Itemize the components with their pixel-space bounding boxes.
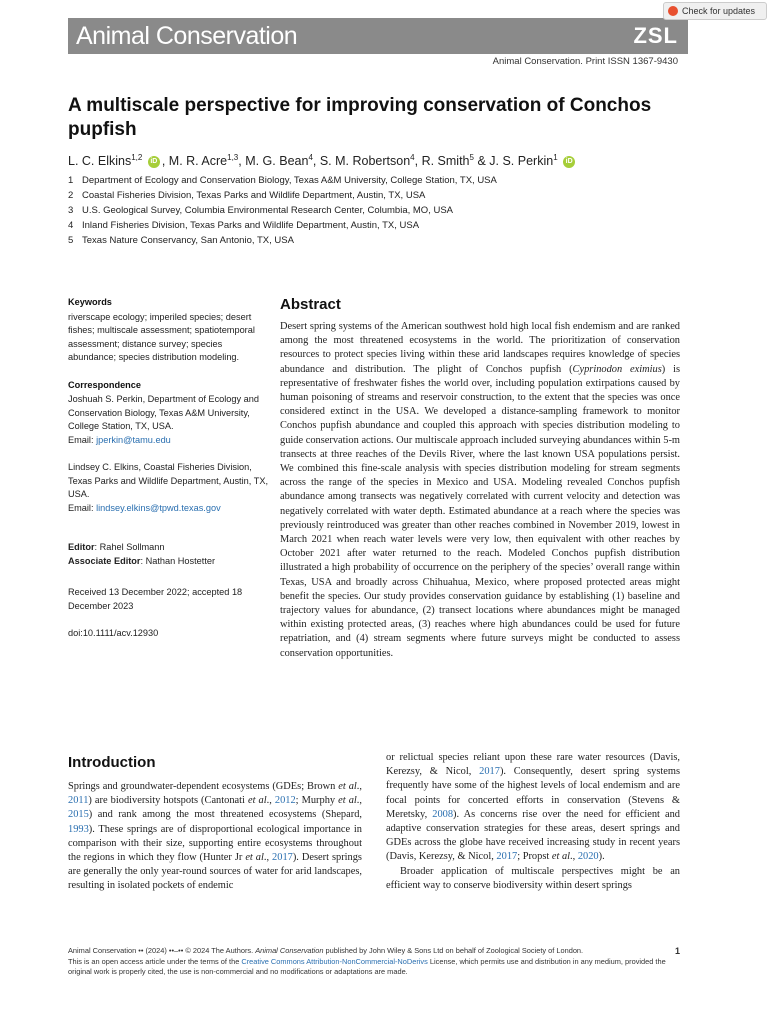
affiliation-list bbox=[68, 173, 497, 248]
update-badge-icon bbox=[668, 6, 678, 16]
author-affiliation-sup: 1 bbox=[553, 153, 558, 162]
citation-link[interactable]: 1993 bbox=[68, 823, 89, 835]
footer-text: This is an open access article under the terms of the bbox=[68, 956, 242, 966]
affiliation-number: 4 bbox=[68, 220, 74, 231]
abstract-body bbox=[280, 320, 680, 661]
keywords-text: riverscape ecology; imperiled species; desert fishes; multiscale assessment; spatiotemporal assessment; distance survey; species abundance; species distribution modeling. bbox=[68, 311, 255, 362]
citation-link[interactable]: 2011 bbox=[68, 795, 89, 807]
author-affiliation-sup: 5 bbox=[469, 153, 474, 162]
footer-text: License, which permits use and distribution in any medium, provided the original work is properly cited, the use is non-commercial and no modifications or adaptations are made. bbox=[68, 956, 666, 976]
email-label-2: Email: bbox=[68, 502, 94, 513]
author-name: J. S. Perkin bbox=[489, 154, 554, 169]
associate-editor-label: Associate Editor bbox=[68, 555, 141, 566]
introduction-col-left bbox=[68, 780, 362, 894]
intro-text: ) and rank among the most threatened ecosystems (Shepard, bbox=[88, 809, 362, 821]
page-number: 1 bbox=[674, 946, 680, 956]
affiliation-number: 5 bbox=[68, 235, 74, 246]
zsl-logo: ZSL bbox=[633, 23, 678, 48]
author-name: L. C. Elkins bbox=[68, 154, 132, 169]
citation-link[interactable]: 2020 bbox=[577, 851, 599, 863]
et-al: et al bbox=[245, 852, 264, 864]
article-info-sidebar bbox=[68, 296, 268, 655]
citation-link[interactable]: 2017 bbox=[496, 851, 518, 863]
abstract-heading: Abstract bbox=[280, 296, 341, 313]
editor-name: : Rahel Sollmann bbox=[94, 542, 165, 552]
intro-text: ., bbox=[263, 852, 273, 864]
footer-journal: Animal Conservation bbox=[255, 946, 324, 955]
associate-editor-name: : Nathan Hostetter bbox=[140, 555, 216, 566]
affiliation-item bbox=[68, 173, 497, 188]
correspondence-2: Lindsey C. Elkins, Coastal Fisheries Division, Texas Parks and Wildlife Department, Austin, TX, USA. bbox=[68, 462, 268, 499]
author-list bbox=[68, 150, 708, 169]
author-affiliation-sup: 1,2 bbox=[131, 153, 143, 162]
affiliation-text: Inland Fisheries Division, Texas Parks and Wildlife Department, Austin, TX, USA bbox=[82, 220, 420, 231]
keywords-heading: Keywords bbox=[68, 297, 112, 307]
intro-text: ). These springs are of disproportional ecological importance in comparison with their size, supporting entire ecosystems throughout the regions in which they flow (Hunter Jr bbox=[68, 823, 362, 864]
intro-text: ) are biodiversity hotspots (Cantonati bbox=[88, 795, 248, 807]
et-al: et al bbox=[551, 851, 571, 863]
email-link-elkins[interactable]: lindsey.elkins@tpwd.texas.gov bbox=[96, 502, 221, 513]
affiliation-item bbox=[68, 233, 497, 248]
intro-text: or relictual species reliant upon these rare water resources (Davis, Kerezsy, & Nicol, bbox=[386, 752, 680, 778]
print-issn: Animal Conservation. Print ISSN 1367-9430 bbox=[492, 56, 678, 67]
orcid-icon[interactable]: iD bbox=[148, 156, 160, 168]
species-name: Cyprinodon eximius bbox=[572, 363, 662, 375]
intro-paragraph-2: Broader application of multiscale perspectives might be an efficient way to conserve biodiversity within desert springs bbox=[386, 865, 680, 891]
author-separator: , bbox=[161, 154, 169, 169]
affiliation-text: U.S. Geological Survey, Columbia Environmental Research Center, Columbia, MO, USA bbox=[82, 205, 454, 216]
author-name: S. M. Robertson bbox=[319, 154, 411, 169]
abstract-text-1: Desert spring systems of the American southwest hold high local fish endemism and are ranked among the most threatened ecosystems in the world. The prioritization of conservation resources to protect species living within these arid landscapes requires knowledge of species abundance and distribution. The plight of Conchos pupfish ( bbox=[280, 321, 680, 375]
affiliation-item bbox=[68, 203, 497, 218]
author-name: R. Smith bbox=[421, 154, 470, 169]
received-accepted-dates: Received 13 December 2022; accepted 18 December 2023 bbox=[68, 587, 243, 611]
et-al: et al bbox=[247, 795, 267, 807]
citation-link[interactable]: 2017 bbox=[479, 766, 500, 778]
author-separator: & bbox=[473, 154, 490, 169]
intro-text: ). bbox=[598, 851, 605, 863]
intro-text: ., bbox=[356, 795, 362, 807]
citation-link[interactable]: 2008 bbox=[432, 808, 454, 820]
author-affiliation-sup: 4 bbox=[308, 153, 313, 162]
intro-text: ; Propst bbox=[517, 851, 552, 863]
orcid-icon[interactable]: iD bbox=[563, 156, 575, 168]
intro-text: ., bbox=[570, 851, 578, 863]
abstract-text-2: ) is representative of freshwater fishes the world over, including population extirpations caused by human poisoning of streams and reservoir construction, to the extent that the species was once considered extinct in the USA. We developed a distance-sampling framework to monitor Conchos pupfish abundance and coupled this approach with species distribution modeling to guide conservation actions. Our multiscale approach included surveying abundances within 5-m transects at three reaches of the Devils River, where the last known USA populations persist. We combined this fine-scale analysis with species distribution modeling for stream segments across the range of the species in Mexico and USA. Modeling revealed Conchos pupfish abundance among transects was negatively correlated with current velocity and detection was negatively correlated with water depth. Estimated abundance at a reach where the species was previously reintroduced was greater than other reaches combined in November 2019, lowest in March 2021 when reach water levels were very low, then equivalent with other reaches by October 2021 after water returned to the reach. Modeled Conchos pupfish distribution illustrated a high probability of occurrence on the periphery of the species’ overall range within Texas, USA and broadly across Chihuahua, Mexico, where proposed protected areas might benefit the species. Our study provides conservation guidance by establishing (1) baseline and trajectory values for abundance, (2) transect locations where abundances might be managed within existing protected areas, (3) reaches where high abundances could be used for future repatriation, and (4) stream segments where future surveys might be conducted to assess conservation opportunities. bbox=[280, 363, 680, 659]
doi[interactable]: doi:10.1111/acv.12930 bbox=[68, 628, 159, 638]
citation-link[interactable]: 2012 bbox=[274, 795, 296, 807]
author-name: M. G. Bean bbox=[245, 154, 309, 169]
affiliation-text: Coastal Fisheries Division, Texas Parks and Wildlife Department, Austin, TX, USA bbox=[82, 190, 426, 201]
article-title: A multiscale perspective for improving conservation of Conchos pupfish bbox=[68, 95, 652, 140]
page-footer bbox=[68, 946, 680, 978]
et-al: et al bbox=[338, 781, 357, 792]
footer-text: published by John Wiley & Sons Ltd on behalf of Zoological Society of London. bbox=[323, 946, 584, 955]
journal-title: Animal Conservation bbox=[76, 22, 298, 50]
affiliation-item bbox=[68, 188, 497, 203]
affiliation-text: Texas Nature Conservancy, San Antonio, TX, USA bbox=[82, 235, 294, 246]
license-link[interactable]: Creative Commons Attribution-NonCommercial-NoDerivs bbox=[241, 956, 428, 966]
affiliation-number: 2 bbox=[68, 190, 74, 201]
email-link-perkin[interactable]: jperkin@tamu.edu bbox=[96, 434, 171, 445]
affiliation-number: 1 bbox=[68, 175, 74, 186]
citation-link[interactable]: 2017 bbox=[272, 852, 293, 864]
citation-link[interactable]: 2015 bbox=[68, 809, 89, 821]
author-affiliation-sup: 4 bbox=[410, 153, 415, 162]
affiliation-text: Department of Ecology and Conservation Biology, Texas A&M University, College Station, TX, USA bbox=[82, 175, 497, 186]
intro-text: ; Murphy bbox=[295, 795, 339, 807]
intro-text: Springs and groundwater-dependent ecosystems (GDEs; Brown bbox=[68, 781, 339, 792]
correspondence-heading: Correspondence bbox=[68, 379, 142, 390]
affiliation-number: 3 bbox=[68, 205, 74, 216]
author-separator: , bbox=[414, 154, 422, 169]
intro-text: ). As concerns rise over the need for efficient and adaptive conservation strategies for these areas, desert springs and GDEs across the globe have received increasing study in recent years (Davis, Kerezsy, & Nicol, bbox=[386, 808, 680, 863]
correspondence-1: Joshuah S. Perkin, Department of Ecology and Conservation Biology, Texas A&M University, College Station, TX, USA. bbox=[68, 394, 260, 431]
author-separator: , bbox=[312, 154, 320, 169]
introduction-col-right bbox=[386, 751, 680, 893]
editor-label: Editor bbox=[68, 542, 95, 552]
check-updates-label: Check for updates bbox=[682, 6, 756, 16]
author-affiliation-sup: 1,3 bbox=[227, 153, 239, 162]
author-name: M. R. Acre bbox=[168, 154, 228, 169]
intro-text: ., bbox=[356, 781, 362, 792]
et-al: et al bbox=[338, 795, 357, 807]
affiliation-item bbox=[68, 218, 497, 233]
check-for-updates-button[interactable] bbox=[663, 2, 767, 20]
email-label-1: Email: bbox=[68, 434, 94, 445]
author-separator: , bbox=[238, 154, 246, 169]
introduction-heading: Introduction bbox=[68, 754, 156, 771]
intro-text: ., bbox=[266, 795, 275, 807]
footer-text: Animal Conservation •• (2024) ••–•• © 2024 The Authors. bbox=[68, 946, 256, 955]
intro-text: ). Desert springs are generally the only year-round sources of water for arid landscapes, resulting in isolated pockets of endemic bbox=[68, 852, 362, 892]
intro-text: ). Consequently, desert spring systems frequently have some of the highest levels of local endemism and are focal points for concerted efforts in conservation (Stevens & Meretsky, bbox=[386, 766, 680, 820]
